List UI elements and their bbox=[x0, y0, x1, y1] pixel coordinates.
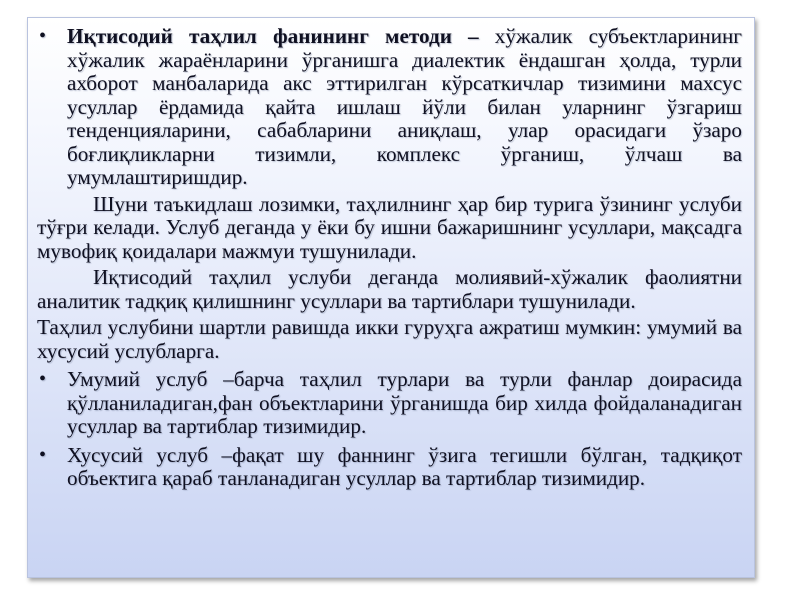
bullet-special-method bbox=[37, 444, 742, 491]
method-term: Иқтисодий таҳлил фанининг методи – bbox=[67, 24, 479, 48]
bullet-icon: • bbox=[39, 443, 47, 466]
paragraph-method-note: Шуни таъкидлаш лозимки, таҳлилнинг ҳар бир турига ўзининг услуби тўғри келади. Услуб деганда у ёки бу ишни бажаришнинг усуллари, мақсадга мувофиқ қоидалари мажмуи тушунилади. bbox=[37, 191, 742, 263]
general-method-text: Умумий услуб –барча таҳлил турлари ва турли фанлар доирасида қўлланиладиган,фан объектларини ўрганишда бир хилда фойдаланадиган усуллар ва тартиблар тизимидир. bbox=[67, 367, 742, 438]
paragraph-method-groups: Таҳлил услубини шартли равишда икки гуруҳга ажратиш мумкин: умумий ва хусусий услубларга. bbox=[37, 315, 742, 363]
bullet-method-definition bbox=[37, 25, 742, 190]
paragraph-analysis-method: Иқтисодий таҳлил услуби деганда молиявий-хўжалик фаолиятни аналитик тадқиқ қилишнинг усуллари ва тартиблари тушунилади. bbox=[37, 265, 742, 313]
bullet-general-method bbox=[37, 368, 742, 439]
bullet-icon: • bbox=[39, 368, 47, 390]
text-panel bbox=[27, 17, 755, 578]
special-method-text: Хусусий услуб –фақат шу фаннинг ўзига тегишли бўлган, тадқиқот объектига қараб танланадиган усуллар ва тартиблар тизимидир. bbox=[67, 442, 742, 490]
method-definition-text: хўжалик субъектларининг хўжалик жараёнларини ўрганишга диалектик ёндашган ҳолда, турли ахборот манбаларида акс эттирилган кўрсаткичлар тизимини махсус усуллар ёрдамида қайта ишлаш йўли билан уларнинг ўзгариш тенденцияларини, сабабларини аниқлаш, улар орасидаги ўзаро боғлиқликларни тизимли, комплекс ўрганиш, ўлчаш ва умумлаштиришдир. bbox=[67, 24, 742, 189]
bullet-icon: • bbox=[39, 25, 47, 47]
